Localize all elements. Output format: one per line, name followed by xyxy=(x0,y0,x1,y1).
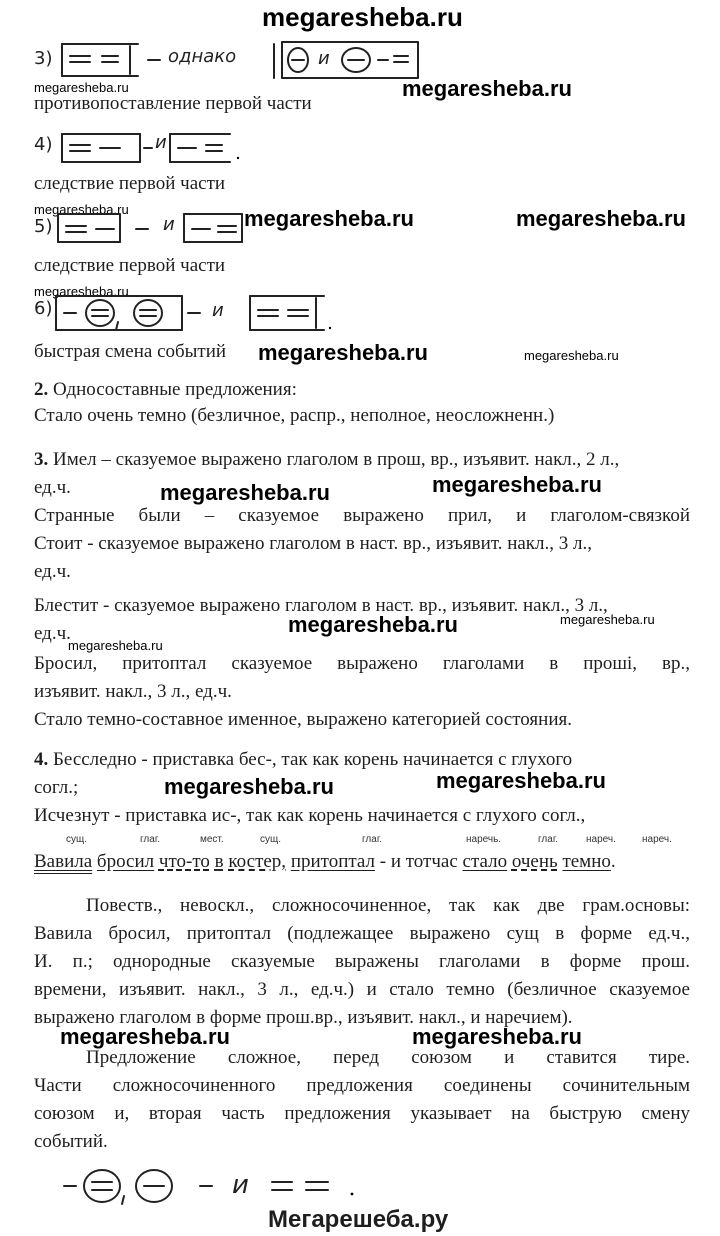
scheme-3-conj: и xyxy=(318,48,330,69)
watermark-14: megaresheba.ru xyxy=(164,774,334,799)
task-3-line-9: изъявит. накл., 3 л., ед.ч. xyxy=(34,681,232,702)
watermark-16: megaresheba.ru xyxy=(60,1024,230,1049)
scheme-4-number: 4) xyxy=(34,134,53,155)
object-word-2: костер, xyxy=(228,851,287,872)
preposition-word: в xyxy=(214,851,224,872)
final-scheme-drawing xyxy=(60,1164,380,1208)
scheme-3-drawing xyxy=(60,40,430,80)
para-1-line-1: Повеств., невоскл., сложносочиненное, так как две грам.основы: xyxy=(86,895,690,916)
watermark-15: megaresheba.ru xyxy=(436,768,606,793)
para-2-line-3: союзом и, вторая часть предложения указывает на быструю смену xyxy=(34,1103,690,1124)
task-3-line-6: Блестит - сказуемое выражено глаголом в наст. вр., изъявит. накл., 3 л., xyxy=(34,595,608,616)
watermark-11: megaresheba.ru xyxy=(432,472,602,497)
note-5: следствие первой части xyxy=(34,255,226,276)
sentence-period: . xyxy=(610,851,616,872)
subject-word: Вавила xyxy=(34,851,93,872)
note-6: быстрая смена событий xyxy=(34,341,227,362)
parse-label-8: нареч. xyxy=(586,834,616,845)
scheme-6-drawing xyxy=(54,292,344,334)
scheme-4-conj: и xyxy=(155,132,167,153)
para-1-line-5: выражено глаголом в форме прош.вр., изъявит. накл., и наречием). xyxy=(34,1007,573,1028)
task-3-line-4: Стоит - сказуемое выражено глаголом в наст. вр., изъявит. накл., 3 л., xyxy=(34,533,592,554)
scheme-5-drawing xyxy=(56,210,266,246)
parse-label-1: сущ. xyxy=(66,834,88,845)
watermark-17: megaresheba.ru xyxy=(412,1024,582,1049)
scheme-3-number: 3) xyxy=(34,48,53,69)
scheme-5-number: 5) xyxy=(34,216,53,237)
watermark-8: megaresheba.ru xyxy=(258,340,428,365)
parse-label-5: глаг. xyxy=(362,834,383,845)
task-3-line-10: Стало темно-составное именное, выражено категорией состояния. xyxy=(34,709,572,730)
scheme-6-conj: и xyxy=(212,300,224,321)
para-2-line-1: Предложение сложное, перед союзом и ставится тире. xyxy=(86,1047,690,1068)
task-3-line-3: Странные были – сказуемое выражено прил, и глаголом-связкой xyxy=(34,505,690,526)
para-2-line-2: Части сложносочиненного предложения соединены сочинительным xyxy=(34,1075,690,1096)
watermark-4: megaresheba.ru xyxy=(244,206,414,231)
parse-label-4: сущ. xyxy=(260,834,282,845)
para-2-line-4: событий. xyxy=(34,1131,108,1152)
watermark-2: megaresheba.ru xyxy=(402,76,572,101)
task-3-line-7: ед.ч. xyxy=(34,623,71,644)
task-4-line-2: согл.; xyxy=(34,777,79,798)
watermark-bottom: Мегарешеба.ру xyxy=(268,1206,449,1233)
parse-label-3: мест. xyxy=(200,834,224,845)
object-word: что-то xyxy=(158,851,210,872)
para-1-line-3: И. п.; однородные сказуемые выражены глаголами в форме прош. xyxy=(34,951,690,972)
watermark-9: megaresheba.ru xyxy=(160,480,330,505)
task-3-line-5: ед.ч. xyxy=(34,561,71,582)
watermark-small-12: megaresheba.ru xyxy=(560,612,655,627)
parse-label-7: глаг. xyxy=(538,834,559,845)
parsed-sentence xyxy=(34,850,616,874)
note-4: следствие первой части xyxy=(34,173,226,194)
watermark-small-6: megaresheba.ru xyxy=(34,284,129,299)
task-2-line: Стало очень темно (безличное, распр., неполное, неосложненн.) xyxy=(34,405,555,426)
para-1-line-4: времени, изъявит. накл., 3 л., ед.ч.) и стало темно (безличное сказуемое xyxy=(34,979,690,1000)
task-3-line-2: ед.ч. xyxy=(34,477,71,498)
scheme-6-number: 6) xyxy=(34,298,53,319)
task-3-line-8: Бросил, притоптал сказуемое выражено глаголами в проші, вр., xyxy=(34,653,690,674)
parse-label-6: наречь. xyxy=(466,834,502,845)
watermark-top: megaresheba.ru xyxy=(262,2,463,32)
scheme-3-word: однако xyxy=(168,46,237,67)
conjunction-part: - и тотчас xyxy=(379,851,458,872)
predicate-word-4: темно xyxy=(562,851,611,872)
scheme-5-conj: и xyxy=(163,214,175,235)
parse-label-9: нареч. xyxy=(642,834,672,845)
predicate-word-1: бросил xyxy=(96,851,155,872)
task-4-line-3: Исчезнут - приставка ис-, так как корень начинается с глухого согл., xyxy=(34,805,586,826)
watermark-13: megaresheba.ru xyxy=(288,612,458,637)
task-4-line-1: 4. Бесследно - приставка бес-, так как корень начинается с глухого xyxy=(34,749,573,770)
watermark-small-3: megaresheba.ru xyxy=(34,202,129,217)
watermark-small-1: megaresheba.ru xyxy=(34,80,129,95)
final-scheme-conj: и xyxy=(232,1170,249,1200)
adverb-word: очень xyxy=(511,851,558,872)
task-2-heading: 2. Односоставные предложения: xyxy=(34,379,297,400)
para-1-line-2: Вавила бросил, притоптал (подлежащее выражено сущ в форме ед.ч., xyxy=(34,923,690,944)
predicate-word-2: притоптал xyxy=(290,851,375,872)
predicate-word-3: стало xyxy=(462,851,508,872)
watermark-small-7: megaresheba.ru xyxy=(524,348,619,363)
task-3-line-1: 3. Имел – сказуемое выражено глаголом в прош, вр., изъявит. накл., 2 л., xyxy=(34,449,620,470)
note-3: противопоставление первой части xyxy=(34,93,312,114)
watermark-5: megaresheba.ru xyxy=(516,206,686,231)
parse-label-2: глаг. xyxy=(140,834,161,845)
watermark-small-10: megaresheba.ru xyxy=(68,638,163,653)
